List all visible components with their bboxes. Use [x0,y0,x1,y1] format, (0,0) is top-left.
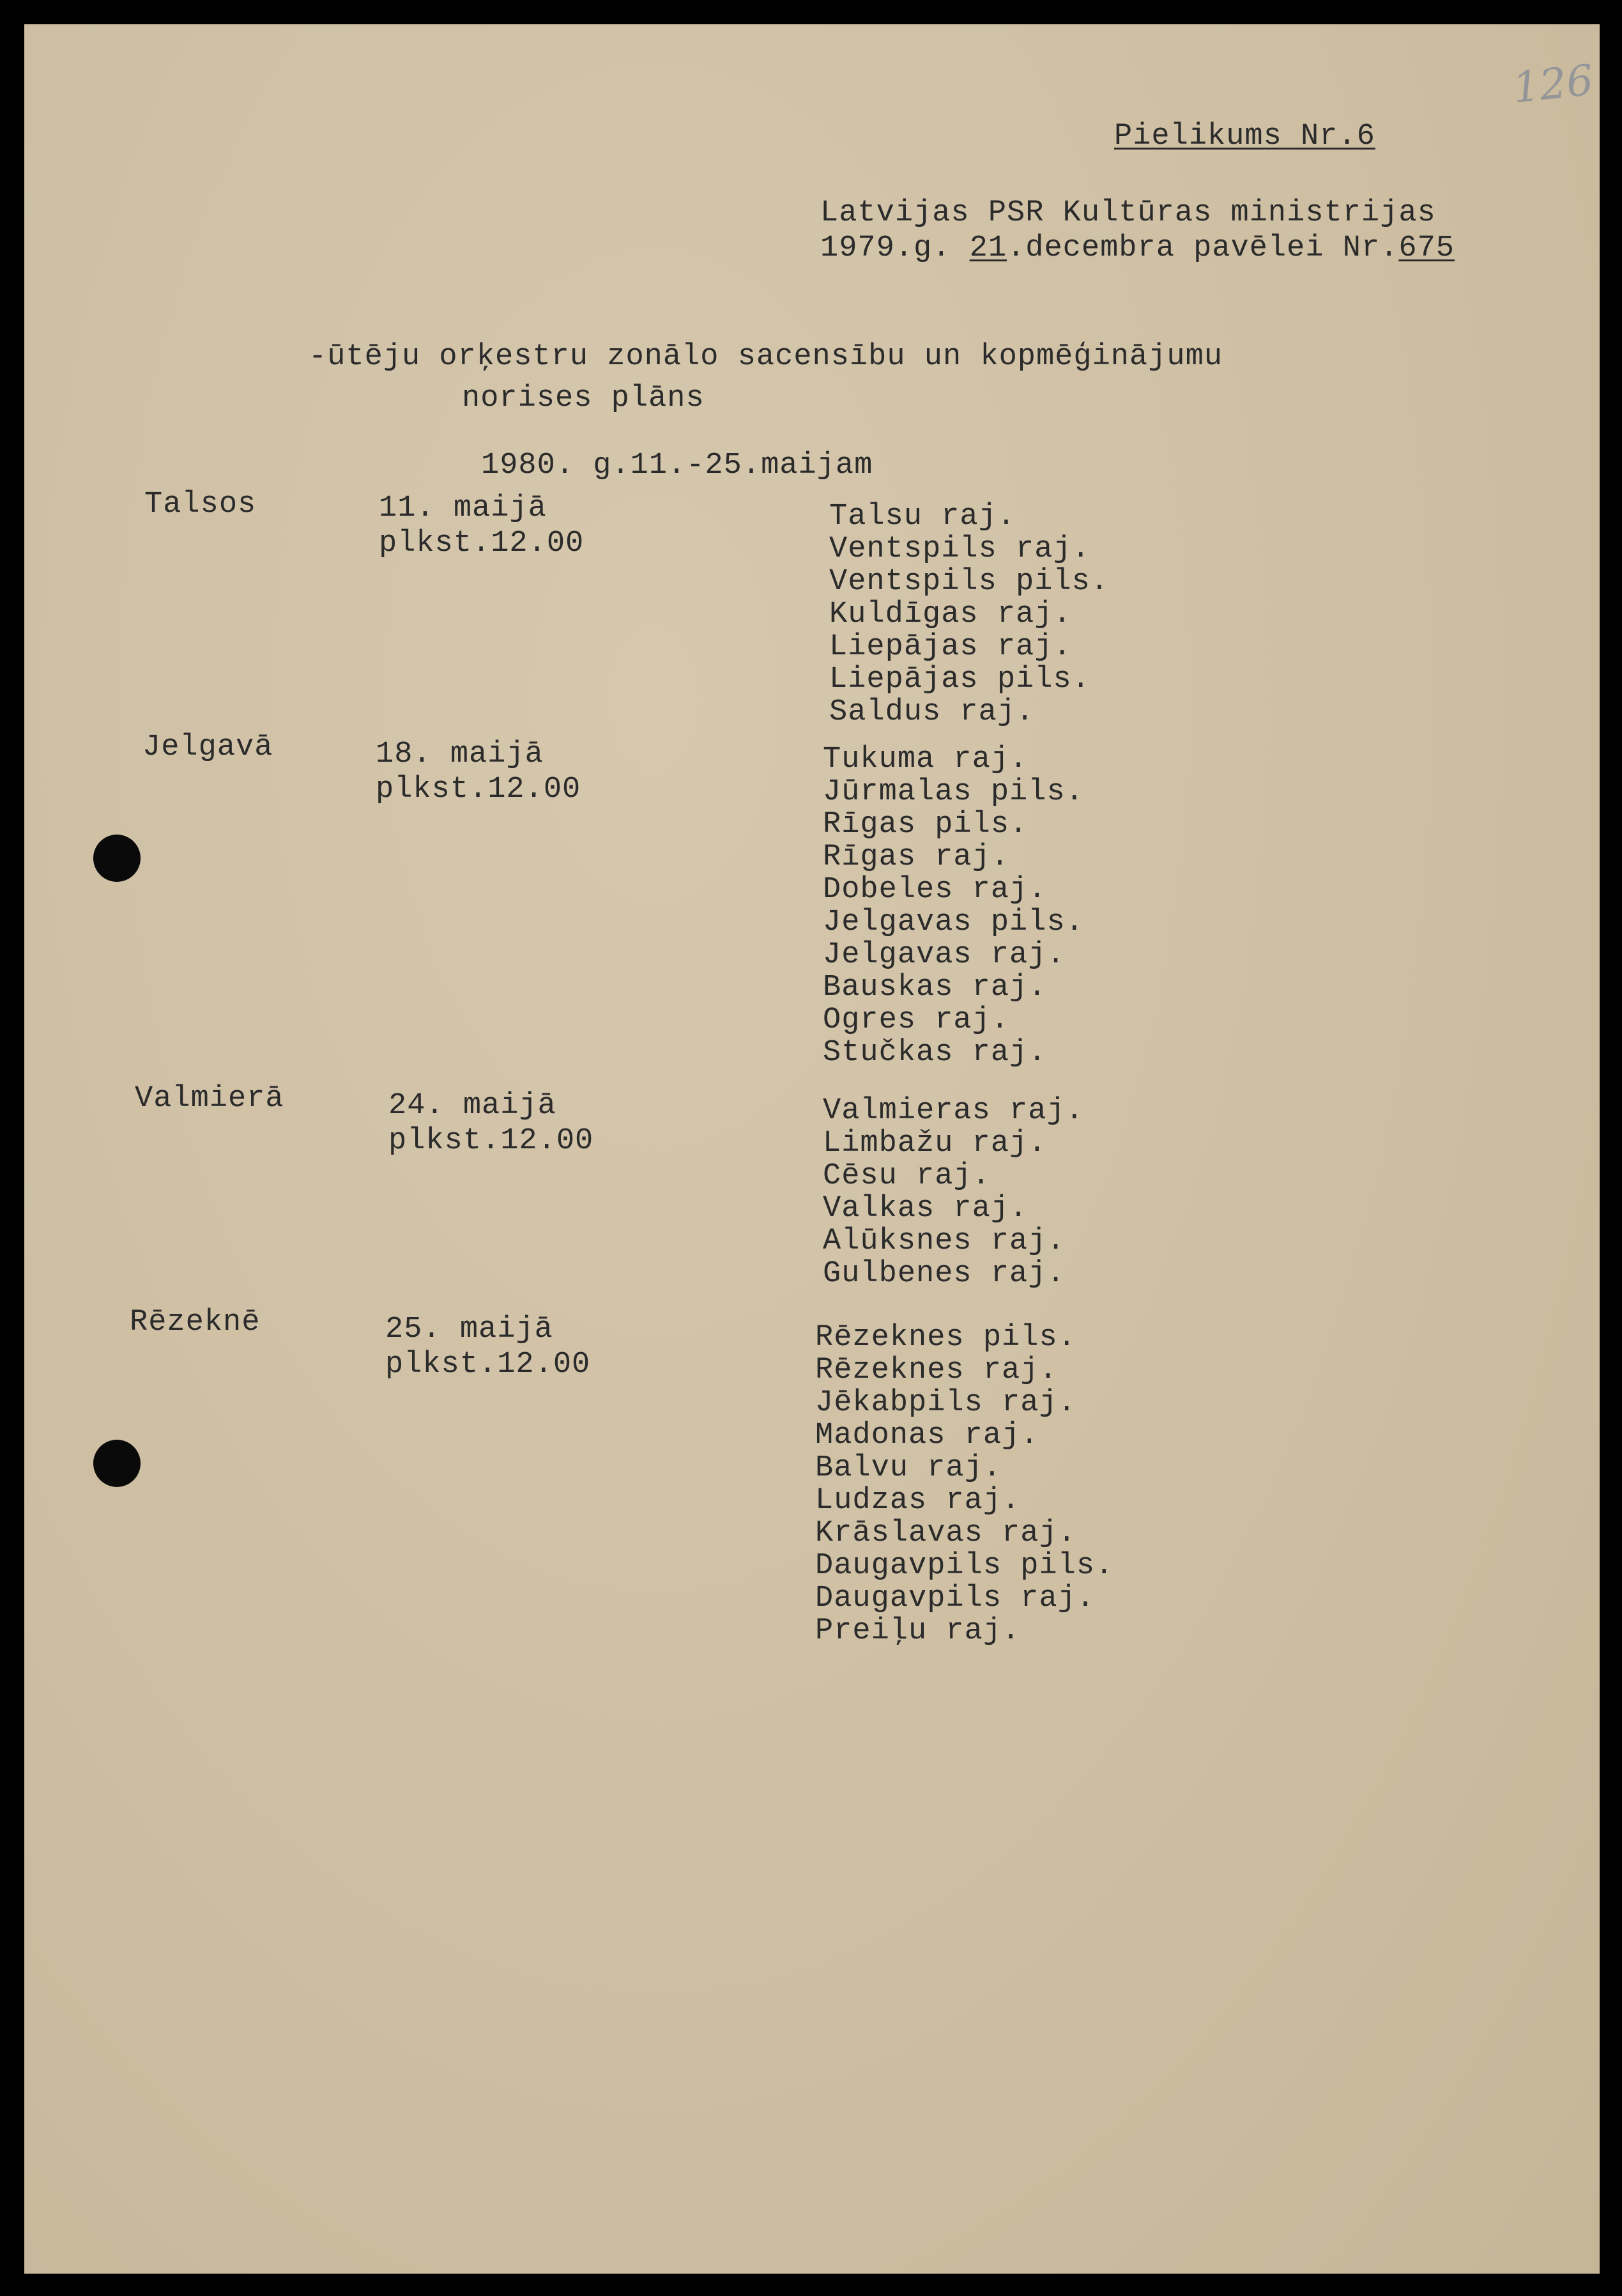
district-item: Madonas raj. [815,1419,1039,1452]
district-item: Tukuma raj. [823,743,1029,776]
district-item: Jūrmalas pils. [823,775,1084,809]
zone-date: 11. maijā [379,491,547,525]
zone-schedule [379,491,584,561]
district-item: Valmieras raj. [823,1094,1084,1128]
district-item: Limbažu raj. [823,1127,1047,1160]
district-item: Cēsu raj. [823,1159,991,1193]
zone-date: 24. maijā [388,1089,556,1123]
district-item: Valkas raj. [823,1192,1029,1226]
district-item: Ogres raj. [823,1003,1010,1037]
order-number: 675 [1398,231,1455,265]
order-reference-line-1: Latvijas PSR Kultūras ministrijas [820,196,1436,230]
district-item: Stučkas raj. [823,1036,1047,1070]
zone-date: 18. maijā [376,737,544,771]
zone-city: Talsos [144,488,257,521]
district-item: Rēzeknes pils. [815,1321,1076,1355]
order-text: .decembra pavēlei Nr. [1007,231,1399,265]
district-item: Talsu raj. [829,500,1016,534]
appendix-label: Pielikums Nr.6 [1114,119,1375,153]
district-item: Jelgavas pils. [823,905,1084,939]
zone-time: plkst.12.00 [385,1348,591,1382]
district-item: Liepājas pils. [829,663,1090,697]
zone-time: plkst.12.00 [376,773,581,806]
order-day: 21 [969,231,1007,265]
punch-hole [93,835,141,882]
district-item: Preiļu raj. [815,1614,1021,1648]
zone-district-list [829,500,1109,728]
district-item: Kuldīgas raj. [829,597,1072,631]
folio-number: 126 [1510,55,1596,113]
district-item: Ventspils raj. [829,532,1090,566]
district-item: Liepājas raj. [829,630,1072,664]
district-item: Bauskas raj. [823,971,1047,1005]
title-line-2: norises plāns [462,381,705,415]
district-item: Rīgas raj. [823,840,1010,874]
district-item: Gulbenes raj. [823,1257,1066,1291]
punch-hole [93,1440,141,1487]
district-item: Daugavpils pils. [815,1549,1114,1583]
order-reference-line-2 [820,232,1455,265]
district-item: Jēkabpils raj. [815,1386,1076,1420]
district-item: Ventspils pils. [829,565,1110,599]
district-item: Dobeles raj. [823,873,1047,907]
district-item: Balvu raj. [815,1451,1002,1485]
zone-city: Rēzeknē [130,1306,261,1339]
title-line-3: 1980. g.11.-25.maijam [481,449,873,482]
zone-district-list [815,1321,1113,1647]
district-item: Alūksnes raj. [823,1224,1066,1258]
zone-city: Valmierā [135,1082,284,1116]
title-line-1: -ūtēju orķestru zonālo sacensību un kopmēģinājumu [309,340,1223,374]
zone-district-list [823,743,1084,1069]
district-item: Rīgas pils. [823,808,1029,842]
document-sheet [24,24,1600,2274]
district-item: Jelgavas raj. [823,938,1066,972]
district-item: Saldus raj. [829,695,1035,729]
district-item: Krāslavas raj. [815,1516,1076,1550]
district-item: Ludzas raj. [815,1484,1021,1518]
order-year: 1979.g. [820,231,970,265]
district-item: Daugavpils raj. [815,1582,1096,1615]
zone-schedule [388,1088,593,1159]
zone-time: plkst.12.00 [388,1124,594,1158]
zone-schedule [385,1312,590,1382]
zone-city: Jelgavā [142,730,273,764]
zone-schedule [376,737,581,807]
district-item: Rēzeknes raj. [815,1353,1058,1387]
zone-district-list [823,1095,1084,1290]
zone-time: plkst.12.00 [379,527,585,560]
zone-date: 25. maijā [385,1313,553,1346]
